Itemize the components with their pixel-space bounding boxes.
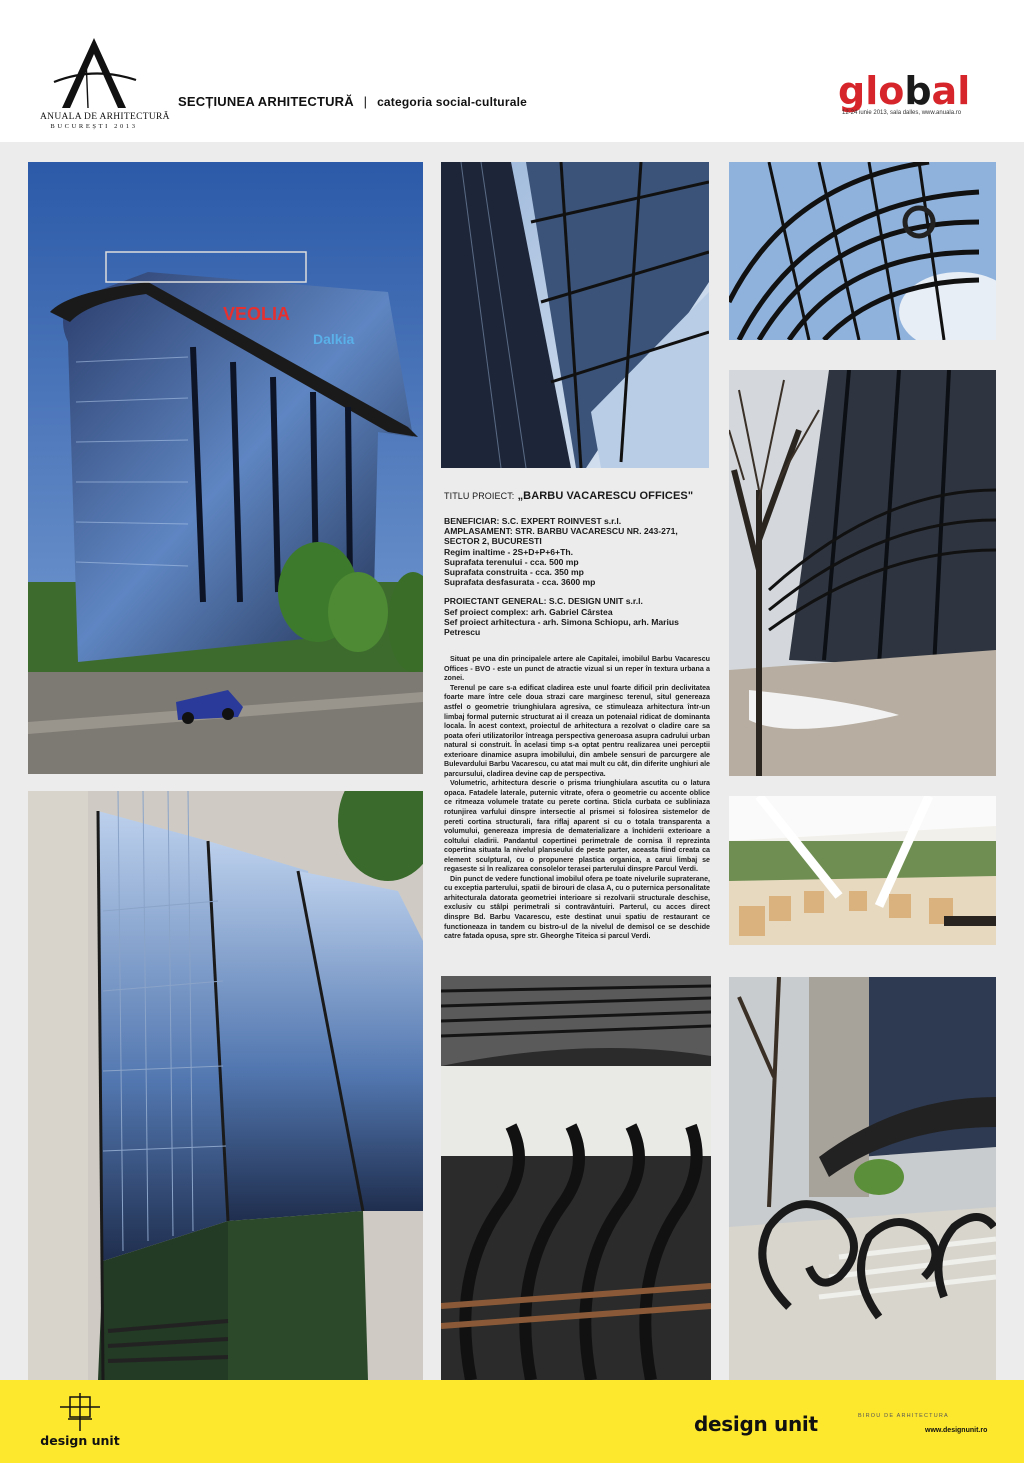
description-paragraph: Din punct de vedere functional imobilul ofera pe toate nivelurile supraterane, cu exceptia parterului, spatii de birouri de clasa A, cu o puternica personalitate arhitecturala datorata geometriei interioare si rezolvarii structurale deschise, exclusiv cu stâlpi perimetrali si contravântuiri. Parterul, cu acces direct dinspre Bd. Barbu Vacarescu, este destinat unui spatiu de restaurant ce functioneaza in tandem cu bistro-ul de la nivelul de demisol ce se deschide catre fatada opusa, spre str. Gheorghe Titeica si parcul Verdi. [444,874,710,941]
credit-sef-arhitectura: Sef proiect arhitectura - arh. Simona Schiopu, arh. Marius Petrescu [444,616,679,638]
anuala-a-logo-icon [40,36,148,112]
global-logo-part1: glo [838,69,905,113]
description-paragraph: Volumetric, arhitectura descrie o prisma triunghiulara ascutita cu o latura opaca. Fatadele laterale, puternic vitrate, ofera o geometrie cu accente oblice ce ritmeaza volumele tratate cu perete cortina. Sticla curbata ce subliniaza rotunjirea varfului dinspre intersectie al prismei si folosirea sistemelor de pereti cortina structurali, fara riflaj aparent si cu o totala transparenta a volumului, genereaza impresia de dematerializare a închiderii exterioare a coltului cladirii. Pandantul copertinei perimetrale de cornisa îl reprezinta copertina situata la nivelul planseului de peste parter, aceasta fiind creata ca element sculptural, cu o propunere plastica organica, a carui limbaj se regaseste si în realizarea consolelor terasei parterului dinspre Parcul Verdi. [444,779,710,874]
fact-beneficiar: BENEFICIAR: S.C. EXPERT ROINVEST s.r.l. [444,516,622,526]
section-separator: | [363,94,368,109]
photo-canopy-detail [729,162,996,340]
project-text [444,490,710,942]
category-label: categoria social-culturale [377,95,527,109]
fact-teren: Suprafata terenului - cca. 500 mp [444,556,579,567]
logo-title: ANUALA DE ARHITECTURĂ [40,112,170,122]
header [0,0,1024,142]
global-logo-part2: b [904,69,932,113]
credit-sef-complex: Sef proiect complex: arh. Gabriel Cârstea [444,606,613,617]
fact-desfasurata: Suprafata desfasurata - cca. 3600 mp [444,577,596,588]
global-logo-part3: al [931,69,971,113]
logo-subtitle: BUCUREȘTI 2013 [50,123,138,130]
photo-restaurant-interior [729,796,996,945]
description-paragraph: Terenul pe care s-a edificat cladirea este unul foarte dificil prin declivitatea foarte mare între cele doua strazi care marginesc terenul, situl genereaza astfel o geometrie triunghiulara agresiva, ce stimuleaza arhitectura într-un limbaj formal puternic structurat ai il creaza un potenaial ridicat de dominanta locala. În acest context, proiectul de arhitectura a rezolvat o cladire care sa poata oferi utilizatorilor întreaga perspectiva generoasa asupra cadrului urban natural si construit. În acelasi timp s-a optat pentru realizarea unei perceptii exterioare dinamice asupra imobilului, din ambele sensuri de parcurgere ale Bulevardului Barbu Vacarescu, cu atat mai mult cu cât, din diferite unghiuri ale parcursului, cladirea devine cap de perspectiva. [444,683,710,778]
project-title: „BARBU VACARESCU OFFICES" [517,490,694,502]
sign-dalkia: Dalkia [313,331,355,347]
footer-url[interactable]: www.designunit.ro [925,1427,988,1434]
footer-logo-small [30,1393,130,1453]
photo-staircase [729,977,996,1380]
footer-logo-small-text: design unit [40,1433,120,1448]
credit-proiectant: PROIECTANT GENERAL: S.C. DESIGN UNIT s.r.l. [444,596,643,607]
description-paragraph: Situat pe una din principalele artere ale Capitalei, imobilul Barbu Vacarescu Offices - BVO - este un punct de atractie vizual si un reper în textura urbana a zonei. [444,655,710,683]
section-heading [178,94,527,109]
photo-facade-windows [28,791,423,1380]
fact-amplasament: AMPLASAMENT: STR. BARBU VACARESCU NR. 243-271, SECTOR 2, BUCURESTI [444,526,678,547]
footer [0,1380,1024,1463]
fact-regim: Regim inaltime - 2S+D+P+6+Th. [444,546,573,557]
fact-construita: Suprafata construita - cca. 350 mp [444,567,584,578]
footer-logo-big: design unit [694,1412,818,1436]
project-facts [444,516,710,587]
photo-building-main [28,162,423,774]
anuala-logo [40,36,170,130]
photo-building-trees [729,370,996,776]
photo-wavy-railing [441,976,711,1380]
project-title-label: TITLU PROIECT: [444,491,515,501]
global-tagline: 12-24 iunie 2013, sala dalles, www.anuala.ro [842,110,962,116]
sign-veolia: VEOLIA [223,304,291,324]
design-unit-cross-icon [30,1393,130,1433]
project-credits [444,596,710,637]
photo-glass-facade [441,162,709,468]
section-label: SECȚIUNEA ARHITECTURĂ [178,94,354,109]
project-description [444,655,710,941]
project-title-line [444,490,710,502]
footer-birou: BIROU DE ARHITECTURA [858,1413,949,1419]
